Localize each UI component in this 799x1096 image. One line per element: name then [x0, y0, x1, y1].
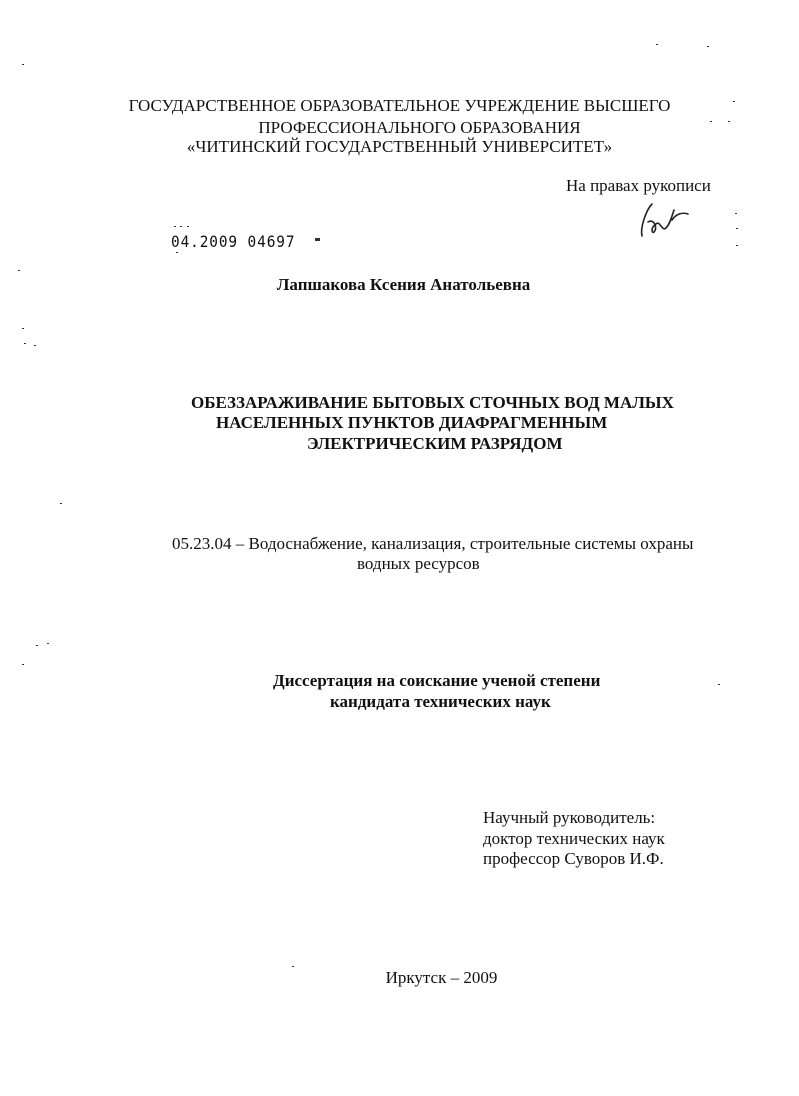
title-line-1: ОБЕЗЗАРАЖИВАНИЕ БЫТОВЫХ СТОЧНЫХ ВОД МАЛЫХ: [191, 393, 674, 412]
scan-speck: [733, 101, 735, 102]
supervisor-name: профессор Суворов И.Ф.: [483, 849, 664, 868]
place-year: Иркутск – 2009: [385, 968, 498, 987]
supervisor-degree: доктор технических наук: [483, 829, 665, 848]
institution-line-1: ГОСУДАРСТВЕННОЕ ОБРАЗОВАТЕЛЬНОЕ УЧРЕЖДЕНИЕ ВЫСШЕГО: [128, 96, 671, 115]
scan-speck: [176, 252, 178, 253]
title-line-2: НАСЕЛЕННЫХ ПУНКТОВ ДИАФРАГМЕННЫМ: [216, 413, 608, 432]
scan-speck: [34, 345, 36, 346]
degree-line-2: кандидата технических наук: [330, 692, 551, 711]
scan-speck: [60, 503, 62, 504]
specialty-line-1: 05.23.04 – Водоснабжение, канализация, строительные системы охраны: [172, 534, 694, 553]
supervisor-label: Научный руководитель:: [483, 808, 656, 827]
scan-speck: [180, 226, 182, 227]
scan-speck: [24, 343, 26, 344]
scan-speck: [728, 121, 730, 122]
scan-speck: [22, 64, 24, 65]
scan-speck: [187, 226, 189, 227]
scan-speck: [656, 44, 658, 45]
manuscript-rights: На правах рукописи: [566, 176, 711, 195]
degree-line-1: Диссертация на соискание ученой степени: [273, 671, 601, 690]
institution-line-3: «ЧИТИНСКИЙ ГОСУДАРСТВЕННЫЙ УНИВЕРСИТЕТ»: [186, 137, 613, 156]
scan-speck: [22, 328, 24, 329]
scan-speck: [736, 228, 738, 229]
scan-speck: [292, 966, 294, 967]
title-line-3: ЭЛЕКТРИЧЕСКИМ РАЗРЯДОМ: [307, 434, 563, 453]
registration-number: 04.2009 04697: [171, 232, 296, 251]
scan-speck: [315, 238, 320, 241]
scan-speck: [174, 226, 176, 227]
scan-speck: [36, 645, 38, 646]
scan-speck: [18, 270, 20, 271]
signature-mark: [632, 198, 692, 242]
scan-speck: [710, 121, 712, 122]
scan-speck: [718, 684, 720, 685]
scan-speck: [47, 643, 49, 644]
scan-speck: [22, 664, 24, 665]
specialty-line-2: водных ресурсов: [357, 554, 480, 573]
institution-line-2: ПРОФЕССИОНАЛЬНОГО ОБРАЗОВАНИЯ: [258, 118, 581, 137]
scan-speck: [707, 46, 709, 47]
scan-speck: [735, 213, 737, 214]
scan-speck: [736, 245, 738, 246]
author-name: Лапшакова Ксения Анатольевна: [276, 275, 531, 294]
